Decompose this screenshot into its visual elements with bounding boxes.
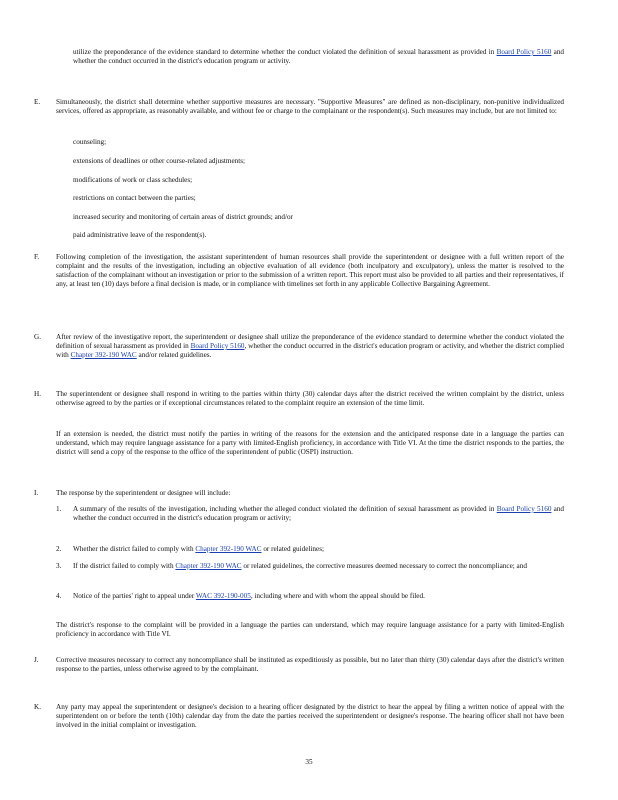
document-page: utilize the preponderance of the evidence standard to determine whether the conduct violated the definition of sexual harassment as provided in Board Policy 5160 and whether the conduct occurred in the district's education program or activity. E. Simultaneously, the district shall determine whether supportive measures are necessary. "Supportive Measures" are defined as non-disciplinary, non-punitive individualized services, offered as appropriate, as reasonably available, and without fee or charge to the complainant or the respondent(s). Such measures may include, but are not limited to: counseling; extensions of deadlines or other course-related adjustments; modifications of work or class schedules; restrictions on contact between the parties; increased security and monitoring of certain areas of district grounds; and/or paid administrative leave of the respondent(s). F. Following completion of the investigation, the assistant superintendent of human resources shall provide the superintendent or designee with a full written report of the complaint and the results of the investigation, including an objective evaluation of all evidence (both inculpatory and exculpatory), unless the matter is resolved to the satisfaction of the complainant without an investigation or prior to the submission of a written report. This report must also be provided to all parties and their representatives, if any, at least ten (10) days before a final decision is made, or in compliance with timelines set forth in any applicable Collective Bargaining Agreement. G. After review of the investigative report, the superintendent or designee shall utilize the preponderance of the evidence standard to determine whether the conduct violated the definition of sexual harassment as provided in Board Policy 5160, whether the conduct occurred in the district's education program or activity, and whether the district complied with Chapter 392-190 WAC and/or related guidelines. H. The superintendent or designee shall respond in writing to the parties within thirty (30) calendar days after the district received the written complaint by the district, unless otherwise agreed to by the parties or if exceptional circumstances related to the complaint require an extension of the time limit. If an extension is needed, the district must notify the parties in writing of the reasons for the extension and the anticipated response date in a language the parties can understand, which may require language assistance for a party with limited-English proficiency, in accordance with Title VI. At the time the district responds to the parties, the district will send a copy of the response to the office of the superintendent of public (OSPI) instruction. I. The response by the superintendent or designee will include: 1. A summary of the results of the investigation, including whether the alleged conduct violated the definition of sexual harassment as provided in Board Policy 5160 and whether the conduct occurred in the district's education program or activity; 2. Whether the district failed to comply with Chapter 392-190 WAC or related guidelines; 3. If the district failed to comply with Chapter 392-190 WAC or related guidelines, the corrective measures deemed necessary to correct the noncompliance; and 4. Notice of the parties' right to appeal under WAC 392-190-005, including where and with whom the appeal should be filed. The district's response to the complaint will be provided in a language the parties can understand, which may require language assistance for a party with limited-English proficiency in accordance with Title VI. J. Corrective measures necessary to correct any noncompliance shall be instituted as expeditiously as possible, but no later than thirty (30) calendar days after the district's written response to the parties, unless otherwise agreed to by the complainant. K. Any party may appeal the superintendent or designee's decision to a hearing officer designated by the district to hear the appeal by filing a written notice of appeal with the superintendent on or before the tenth (10th) calendar day from the date the parties received the superintendent or designee's response. The hearing officer shall not have been involved in the initial complaint or investigation. 35 <box>0 0 618 800</box>
item-text: If the district failed to comply with Chapter 392-190 WAC or related guidelines, the corrective measures deemed necessary to correct the noncompliance; and <box>73 562 527 570</box>
section-letter: I. <box>34 489 39 497</box>
section-letter: J. <box>34 656 39 664</box>
wac-chapter-link[interactable]: Chapter 392-190 WAC <box>195 545 262 553</box>
section-letter: K. <box>34 703 41 711</box>
section-e-text: Simultaneously, the district shall determine whether supportive measures are necessary. "Supportive Measures" are defined as non-disciplinary, non-punitive individualized services, offered as appropriate, as reasonably available, and without fee or charge to the complainant or the respondent(s). Such measures may include, but are not limited to: <box>56 98 564 115</box>
section-letter: E. <box>34 98 41 106</box>
board-policy-link[interactable]: Board Policy 5160 <box>496 505 552 513</box>
item-text: A summary of the results of the investigation, including whether the alleged conduct violated the definition of sexual harassment as provided in Board Policy 5160 and whether the conduct occurred in the district's education program or activity; <box>73 505 565 522</box>
section-h-para2: If an extension is needed, the district must notify the parties in writing of the reasons for the extension and the anticipated response date in a language the parties can understand, which may require language assistance for a party with limited-English proficiency, in accordance with Title VI. At the time the district responds to the parties, the district will send a copy of the response to the office of the superintendent of public (OSPI) instruction. <box>56 430 564 456</box>
item-number: 4. <box>56 592 62 600</box>
item-number: 2. <box>56 545 62 553</box>
section-letter: F. <box>34 253 40 261</box>
bullet-text: utilize the preponderance of the evidence standard to determine whether the conduct violated the definition of sexual harassment as provided in Board Policy 5160 and whether the conduct occurred in the district's education program or activity. <box>73 48 565 65</box>
section-h-para1: The superintendent or designee shall respond in writing to the parties within thirty (30) calendar days after the district received the written complaint by the district, unless otherwise agreed to by the parties or if exceptional circumstances related to the complaint require an extension of the time limit. <box>56 390 564 407</box>
section-g-text: After review of the investigative report, the superintendent or designee shall utilize the preponderance of the evidence standard to determine whether the conduct violated the definition of sexual harassment as provided in Board Policy 5160, whether the conduct occurred in the district's education program or activity, and whether the district complied with Chapter 392-190 WAC and/or related guidelines. <box>56 333 564 359</box>
item-number: 3. <box>56 562 62 570</box>
item-number: 1. <box>56 505 62 513</box>
item-text: Whether the district failed to comply with Chapter 392-190 WAC or related guidelines; <box>73 545 324 553</box>
section-k-text: Any party may appeal the superintendent or designee's decision to a hearing officer designated by the district to hear the appeal by filing a written notice of appeal with the superintendent on or before the tenth (10th) calendar day from the date the parties received the superintendent or designee's response. The hearing officer shall not have been involved in the initial complaint or investigation. <box>56 703 564 729</box>
section-f-text: Following completion of the investigation, the assistant superintendent of human resources shall provide the superintendent or designee with a full written report of the complaint and the results of the investigation, including an objective evaluation of all evidence (both inculpatory and exculpatory), unless the matter is resolved to the satisfaction of the complainant without an investigation or prior to the submission of a written report. This report must also be provided to all parties and their representatives, if any, at least ten (10) days before a final decision is made, or in compliance with timelines set forth in any applicable Collective Bargaining Agreement. <box>56 253 564 288</box>
item-text: Notice of the parties' right to appeal under WAC 392-190-005, including where and with whom the appeal should be filed. <box>73 592 425 600</box>
section-letter: G. <box>34 333 41 341</box>
wac-chapter-link[interactable]: Chapter 392-190 WAC <box>175 562 242 570</box>
wac-chapter-link[interactable]: Chapter 392-190 WAC <box>70 351 137 359</box>
page-number: 35 <box>305 758 313 766</box>
closing-text: The district's response to the complaint will be provided in a language the parties can understand, which may require language assistance for a party with limited-English proficiency in accordance with Title VI. <box>56 621 564 638</box>
wac-section-link[interactable]: WAC 392-190-005 <box>195 592 251 600</box>
section-j-text: Corrective measures necessary to correct any noncompliance shall be instituted as expeditiously as possible, but no later than thirty (30) calendar days after the district's written response to the parties, unless otherwise agreed to by the complainant. <box>56 656 564 673</box>
section-letter: H. <box>34 390 41 398</box>
board-policy-link[interactable]: Board Policy 5160 <box>190 342 245 350</box>
board-policy-link[interactable]: Board Policy 5160 <box>496 48 552 56</box>
section-i-intro: The response by the superintendent or designee will include: <box>56 489 231 497</box>
